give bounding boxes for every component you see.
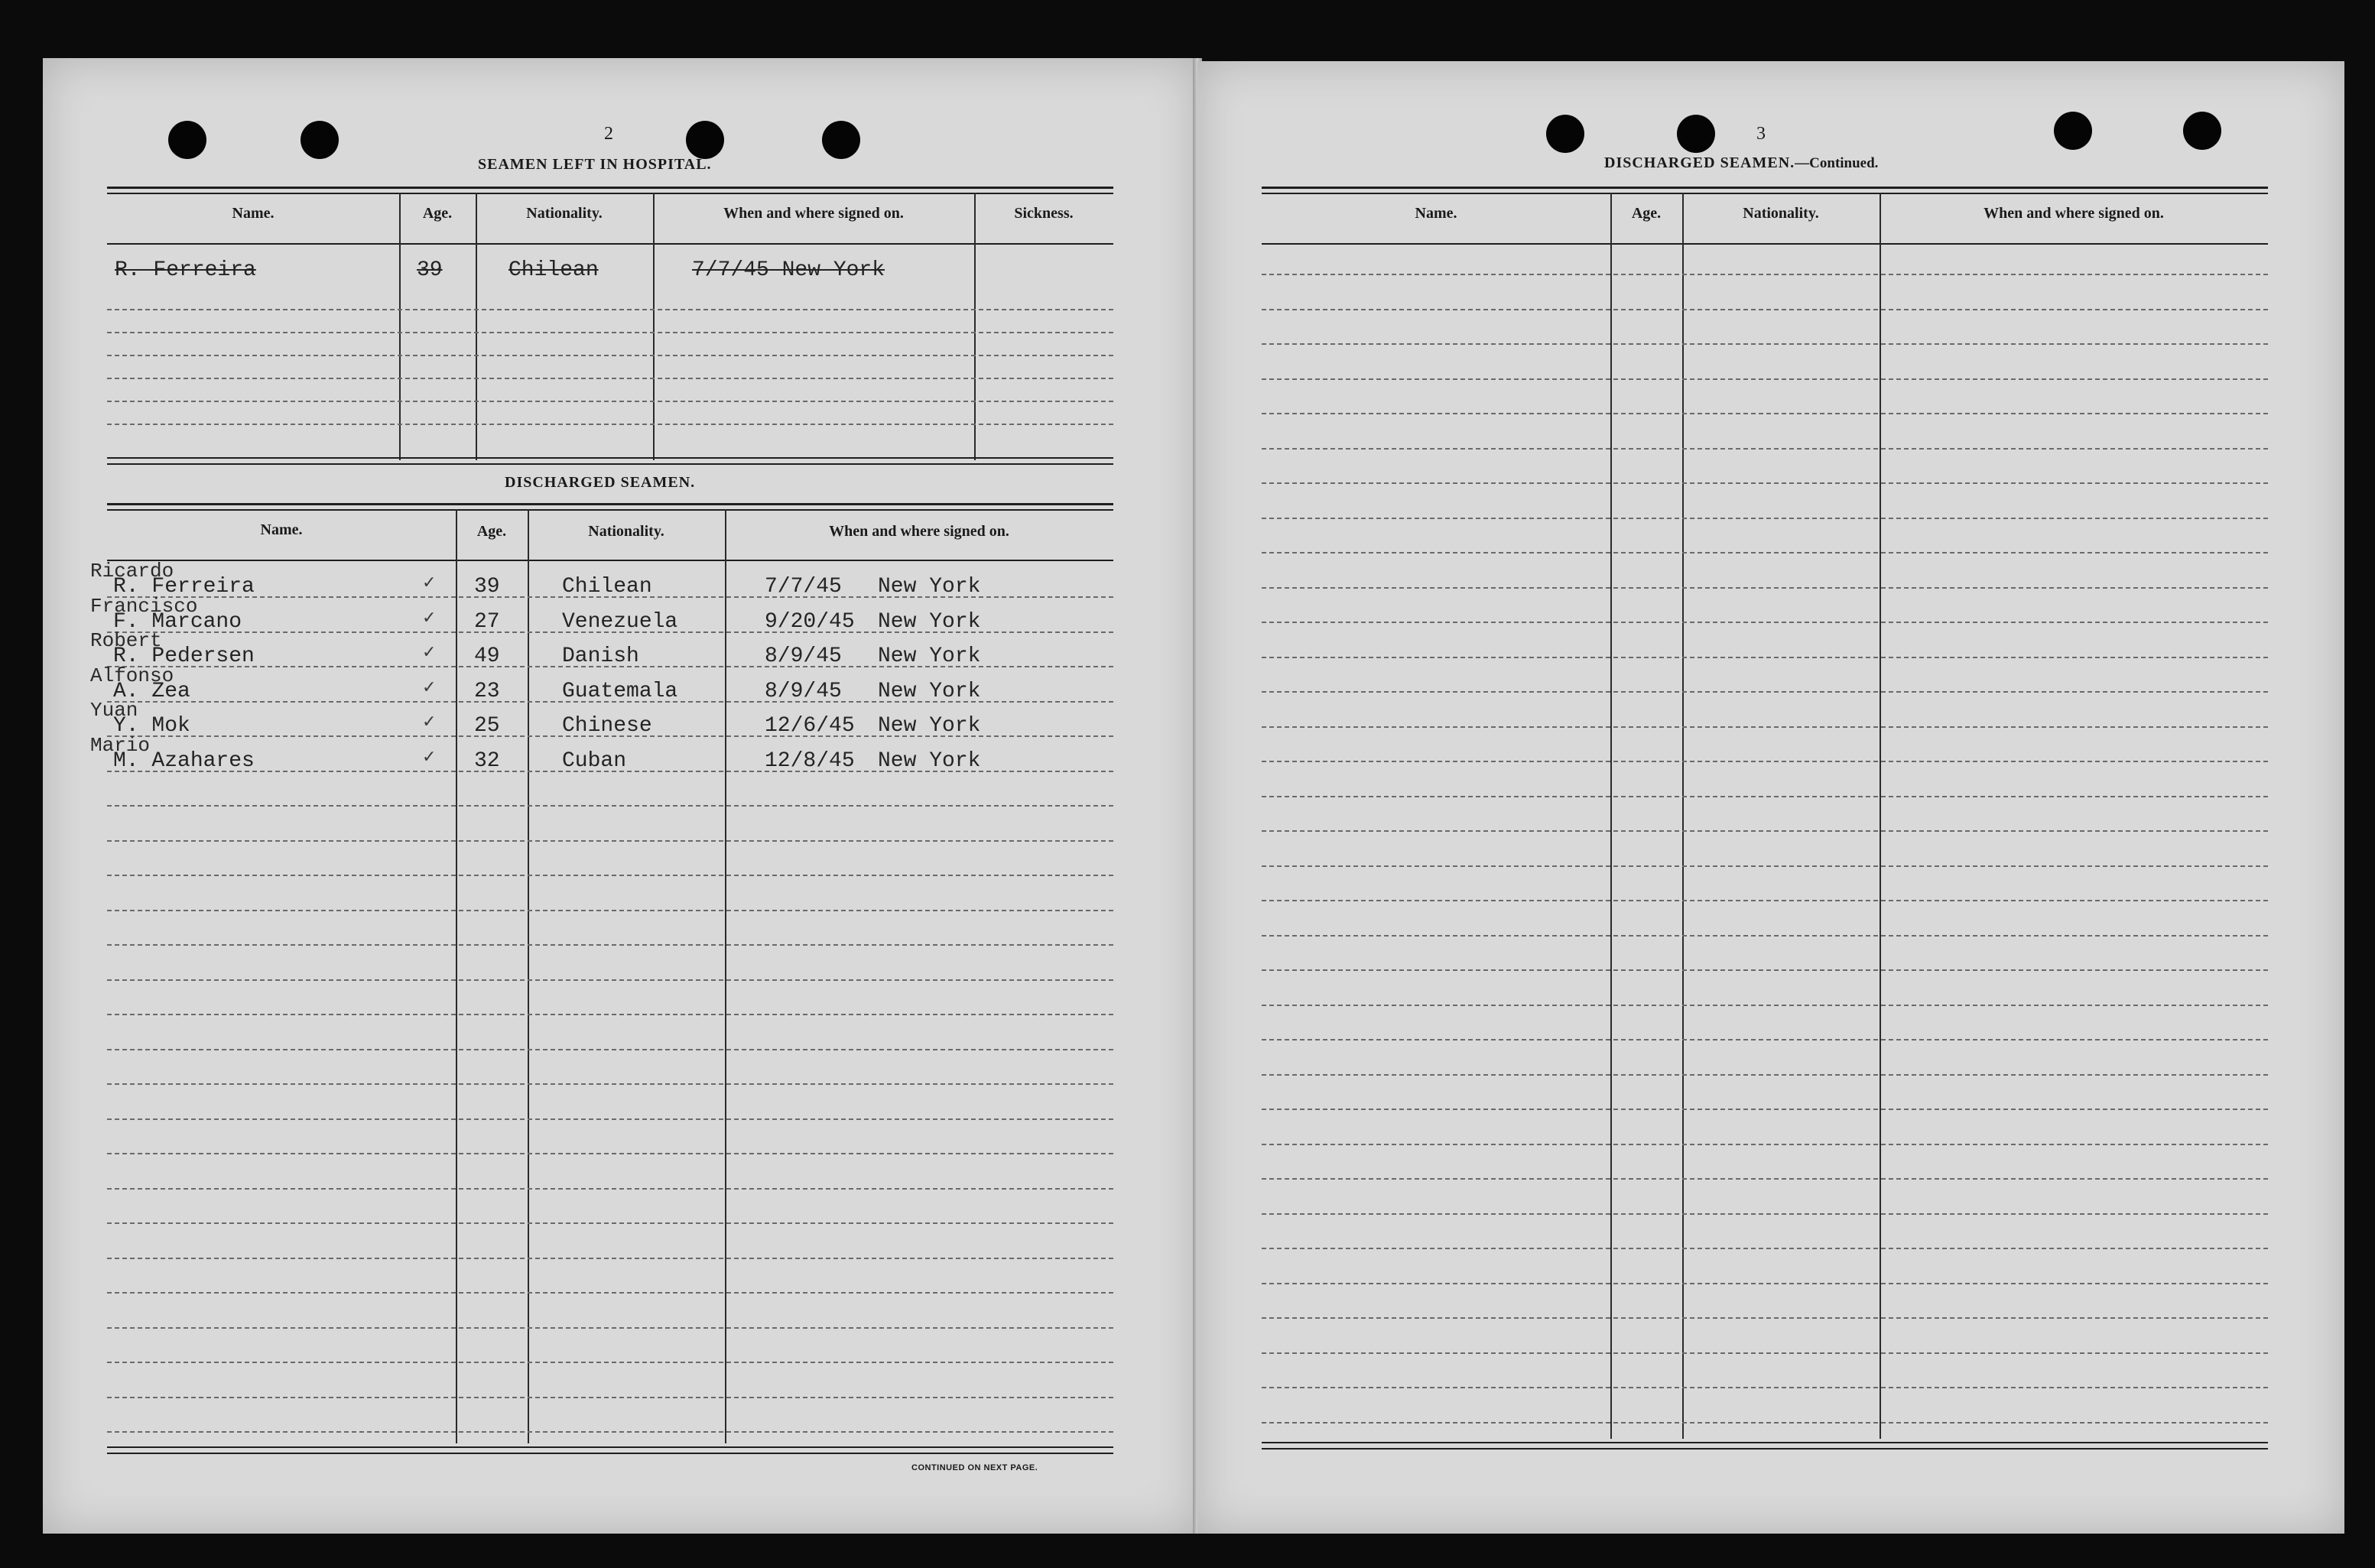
- hospital-entry-age: 39: [417, 258, 443, 282]
- table-rule: [1262, 1442, 2268, 1443]
- ruled-line: [107, 1188, 1113, 1190]
- table-rule: [107, 457, 1113, 459]
- punch-hole: [168, 121, 206, 159]
- entry-name: A. Zea: [113, 680, 190, 703]
- entry-place: New York: [878, 610, 981, 634]
- punch-hole: [2054, 112, 2092, 150]
- check-mark: ✓: [422, 609, 437, 628]
- column-rule: [476, 193, 477, 460]
- col-header-age: Age.: [422, 205, 453, 222]
- col-header-age: Age.: [476, 523, 507, 540]
- ruled-line: [107, 1222, 1113, 1224]
- table-rule: [107, 187, 1113, 189]
- ruled-line: [107, 378, 1113, 379]
- entry-given-name: Francisco: [90, 595, 198, 618]
- ruled-line: [107, 309, 1113, 310]
- header-rule: [107, 243, 1113, 245]
- continued-footer: CONTINUED ON NEXT PAGE.: [911, 1463, 1038, 1472]
- entry-given-name: Alfonso: [90, 664, 174, 687]
- col-header-nationality: Nationality.: [1743, 205, 1819, 222]
- entry-age: 32: [474, 749, 500, 773]
- continued-title-suffix: —Continued.: [1795, 155, 1879, 171]
- ruled-line: [1262, 1178, 2268, 1180]
- ruled-line: [1262, 518, 2268, 519]
- entry-given-name: Yuan: [90, 699, 138, 722]
- hospital-entry-signed-on: 7/7/45 New York: [692, 258, 885, 282]
- ruled-line: [1262, 1387, 2268, 1388]
- ruled-line: [107, 1292, 1113, 1294]
- check-mark: ✓: [422, 573, 437, 592]
- entry-date: 7/7/45: [765, 575, 842, 599]
- column-rule: [399, 193, 401, 460]
- entry-name: R. Pedersen: [113, 644, 255, 668]
- entry-age: 39: [474, 575, 500, 599]
- col-header-nationality: Nationality.: [526, 205, 603, 222]
- continued-section-title: [1604, 154, 1878, 172]
- col-header-sickness: Sickness.: [1014, 205, 1074, 222]
- entry-date: 8/9/45: [765, 644, 842, 668]
- ruled-line: [1262, 413, 2268, 414]
- entry-date: 12/6/45: [765, 714, 855, 738]
- check-mark: ✓: [422, 748, 437, 767]
- ruled-line: [1262, 274, 2268, 275]
- ruled-line: [107, 944, 1113, 946]
- header-rule: [107, 560, 1113, 561]
- column-rule: [653, 193, 655, 460]
- punch-hole: [822, 121, 860, 159]
- continued-title-main: DISCHARGED SEAMEN.: [1604, 154, 1795, 171]
- ruled-line: [1262, 726, 2268, 728]
- ruled-line: [107, 1258, 1113, 1259]
- entry-place: New York: [878, 575, 981, 599]
- table-rule: [107, 503, 1113, 505]
- ruled-line: [1262, 935, 2268, 937]
- ruled-line: [107, 1118, 1113, 1120]
- check-mark: ✓: [422, 678, 437, 697]
- entry-given-name: Robert: [90, 629, 162, 652]
- entry-name: R. Ferreira: [113, 575, 255, 599]
- entry-name: M. Azahares: [113, 749, 255, 773]
- table-rule: [107, 193, 1113, 194]
- ruled-line: [107, 1153, 1113, 1154]
- ruled-line: [1262, 1005, 2268, 1006]
- col-header-signed-on: When and where signed on.: [1983, 205, 2164, 222]
- ruled-line: [1262, 691, 2268, 693]
- page-number-right: 3: [1756, 124, 1766, 144]
- ruled-line: [107, 910, 1113, 911]
- entry-nationality: Danish: [562, 644, 639, 668]
- entry-name: F. Marcano: [113, 610, 242, 634]
- entry-place: New York: [878, 680, 981, 703]
- punch-hole: [686, 121, 724, 159]
- entry-name: Y. Mok: [113, 714, 190, 738]
- entry-nationality: Guatemala: [562, 680, 678, 703]
- check-mark: ✓: [422, 713, 437, 732]
- ruled-line: [107, 840, 1113, 842]
- entry-date: 9/20/45: [765, 610, 855, 634]
- ruled-line: [107, 1362, 1113, 1363]
- table-rule: [107, 509, 1113, 511]
- table-rule: [107, 1453, 1113, 1454]
- table-rule: [107, 1446, 1113, 1448]
- ruled-line: [107, 979, 1113, 981]
- ruled-line: [107, 1083, 1113, 1085]
- page-number-left: 2: [604, 124, 613, 144]
- ruled-line: [1262, 969, 2268, 971]
- entry-nationality: Venezuela: [562, 610, 678, 634]
- table-rule: [1262, 187, 2268, 189]
- ruled-line: [1262, 622, 2268, 623]
- column-rule: [528, 509, 529, 1443]
- right-page: [1197, 61, 2344, 1534]
- column-rule: [456, 509, 457, 1443]
- col-header-name: Name.: [232, 205, 275, 222]
- table-rule: [1262, 1448, 2268, 1450]
- ruled-line: [1262, 761, 2268, 762]
- punch-hole: [1546, 115, 1584, 153]
- ruled-line: [1262, 1109, 2268, 1110]
- entry-nationality: Chilean: [562, 575, 652, 599]
- entry-given-name: Mario: [90, 734, 151, 757]
- ruled-line: [1262, 1352, 2268, 1354]
- column-rule: [974, 193, 976, 460]
- ruled-line: [1262, 1283, 2268, 1284]
- ruled-line: [1262, 657, 2268, 658]
- ruled-line: [1262, 1074, 2268, 1076]
- ruled-line: [1262, 309, 2268, 310]
- ruled-line: [1262, 378, 2268, 380]
- ruled-line: [1262, 1317, 2268, 1319]
- col-header-nationality: Nationality.: [588, 523, 664, 540]
- ruled-line: [1262, 552, 2268, 554]
- entry-place: New York: [878, 749, 981, 773]
- entry-age: 49: [474, 644, 500, 668]
- ruled-line: [107, 1327, 1113, 1329]
- ruled-line: [1262, 1144, 2268, 1145]
- col-header-age: Age.: [1631, 205, 1662, 222]
- col-header-name: Name.: [260, 521, 303, 538]
- entry-age: 25: [474, 714, 500, 738]
- ruled-line: [107, 875, 1113, 876]
- entry-place: New York: [878, 714, 981, 738]
- discharged-section-title: DISCHARGED SEAMEN.: [505, 474, 696, 491]
- ruled-line: [107, 424, 1113, 425]
- entry-date: 8/9/45: [765, 680, 842, 703]
- ruled-line: [1262, 1213, 2268, 1215]
- hospital-section-title: SEAMEN LEFT IN HOSPITAL.: [478, 156, 712, 173]
- ruled-line: [1262, 482, 2268, 484]
- ruled-line: [107, 1397, 1113, 1398]
- header-rule: [1262, 243, 2268, 245]
- entry-nationality: Cuban: [562, 749, 627, 773]
- punch-hole: [301, 121, 339, 159]
- entry-given-name: Ricardo: [90, 560, 174, 583]
- hospital-entry-name: R. Ferreira: [115, 258, 256, 282]
- entry-nationality: Chinese: [562, 714, 652, 738]
- col-header-signed-on: When and where signed on.: [829, 523, 1009, 540]
- ruled-line: [107, 401, 1113, 402]
- check-mark: ✓: [422, 643, 437, 662]
- ruled-line: [1262, 900, 2268, 901]
- ruled-line: [1262, 830, 2268, 832]
- entry-date: 12/8/45: [765, 749, 855, 773]
- entry-age: 27: [474, 610, 500, 634]
- ruled-line: [1262, 1039, 2268, 1040]
- ruled-line: [1262, 343, 2268, 345]
- ruled-line: [1262, 587, 2268, 589]
- punch-hole: [1677, 115, 1715, 153]
- col-header-name: Name.: [1415, 205, 1457, 222]
- col-header-signed-on: When and where signed on.: [723, 205, 904, 222]
- table-rule: [1262, 193, 2268, 194]
- punch-hole: [2183, 112, 2221, 150]
- ruled-line: [107, 332, 1113, 333]
- ruled-line: [1262, 1248, 2268, 1249]
- column-rule: [725, 509, 726, 1443]
- entry-age: 23: [474, 680, 500, 703]
- ruled-line: [107, 355, 1113, 356]
- entry-place: New York: [878, 644, 981, 668]
- ruled-line: [107, 1431, 1113, 1433]
- ruled-line: [107, 1014, 1113, 1015]
- hospital-entry-nationality: Chilean: [508, 258, 599, 282]
- ruled-line: [107, 1049, 1113, 1050]
- table-rule: [107, 463, 1113, 465]
- ruled-line: [107, 805, 1113, 807]
- ruled-line: [1262, 865, 2268, 867]
- ruled-line: [1262, 448, 2268, 450]
- ruled-line: [1262, 796, 2268, 797]
- ruled-line: [1262, 1422, 2268, 1424]
